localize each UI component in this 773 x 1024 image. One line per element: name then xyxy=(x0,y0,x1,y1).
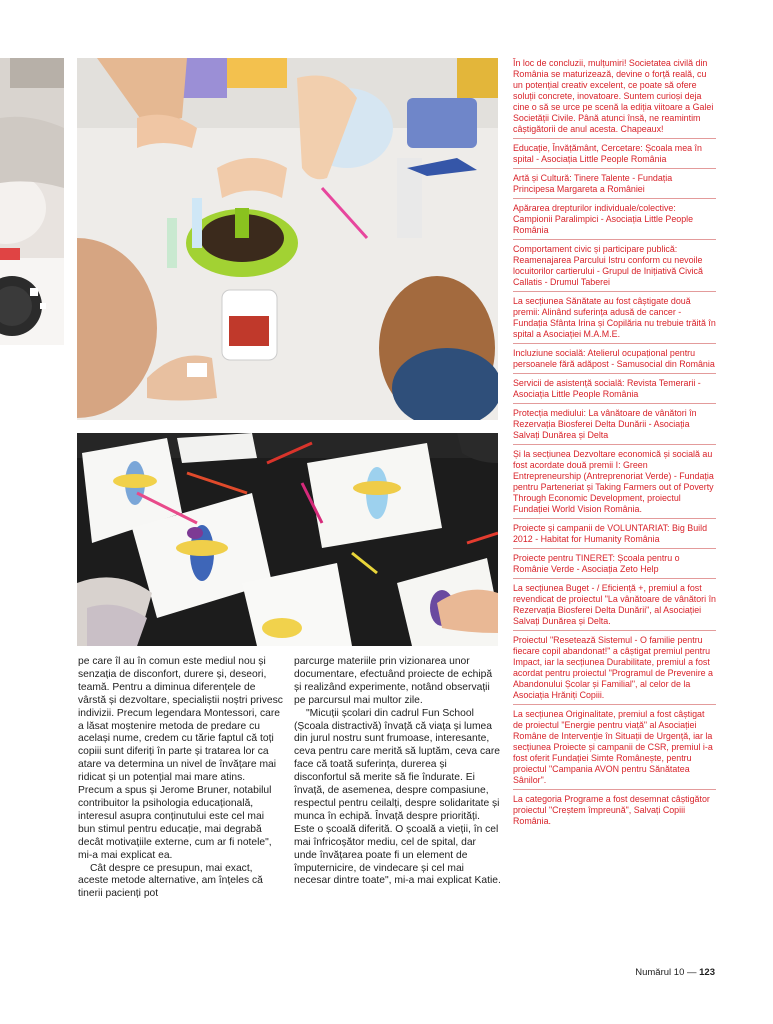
sidebar-item: La secțiunea Sănătate au fost câștigate două premii: Alinând suferința adusă de cancer - Fundația Sfânta Irina și Copilăria nu trebuie trăită în spital a Asociației M.A.M.E. xyxy=(513,296,716,344)
body-paragraph: pe care îl au în comun este mediul nou și senzația de disconfort, durere și, deseori, teamă. Pentru a diminua diferențele de vârstă și dezvoltare, specialiștii noștri privesc indivizii. Precum legendara Montessori, care a lăsat moștenire metoda de predare cu același nume, credem cu tărie faptul că toți copiii sunt diferiți în parte și tratarea lor ca atare va determina un nivel de învățare mai ridicat și un potențial mai mare atins. Precum a spus și Jerome Bruner, notabilul contribuitor la psihologia educațională, interesul asupra conținutului este cel mai bun stimul pentru educație, mai degrabă decât motivațiile externe, cum ar fi notele", mi-a mai explicat ea. xyxy=(78,656,283,861)
sidebar-item: La categoria Programe a fost desemnat câștigător proiectul "Creștem împreună", Salvați Copiii România. xyxy=(513,794,710,826)
body-paragraph: "Micuții școlari din cadrul Fun School (Școala distractivă) învață că viața și lumea din jurul nostru sunt frumoase, interesante, ceva pentru care merită să luptăm, ceva care face că toată suferința, durerea și disconfortul să merite să fie îndurate. Ei învață, de asemenea, despre compasiune, respectul pentru ceilalți, despre solidaritate și munca în echipă. Învață despre priorități. Este o școală diferită. O școală a vieții, în cel mai înfricoșător mediu, cel de spital, dar unde învățarea poate fi un element de împuternicire, de vindecare și cel mai necesar dintre toate", mi-a mai explicat Katie. xyxy=(294,707,501,887)
sidebar-item: Comportament civic și participare publică: Reamenajarea Parcului Istru conform cu nevoile locuitorilor cartierului - Grupul de Inițiativă Civică Callatis - Drumul Taberei xyxy=(513,244,716,292)
issue-number: Numărul 10 xyxy=(635,967,685,978)
footer-separator: — xyxy=(687,967,697,978)
sidebar-item: Servicii de asistență socială: Revista Temerarii - Asociația Little People România xyxy=(513,378,716,404)
winners-sidebar xyxy=(513,58,716,834)
body-column-1 xyxy=(78,656,283,901)
sidebar-item: Și la secțiunea Dezvoltare economică și socială au fost acordate două premii I: Green Entrepreneurship (Antreprenoriat Verde) - Fundația pentru Parteneriat și Taking Farmers out of Poverty Through Economic Development, proiectul Fundației World Vision România. xyxy=(513,449,716,519)
body-column-2 xyxy=(294,656,501,888)
sidebar-item: La secțiunea Buget - / Eficiență +, premiul a fost revendicat de proiectul "La vânătoare de vânători în Rezervația Biosferei Delta Dunării", al Asociației Salvați Dunărea și Delta. xyxy=(513,583,716,631)
sidebar-item: La secțiunea Originalitate, premiul a fost câștigat de proiectul "Energie pentru viață" al Asociației Române de Intervenție în Situații de Urgență, iar la secțiunea Proiecte și campanii de CSR, premiul i-a fost oferit Fundației Simte Românește, pentru proiectul "Campania AVON pentru Sănătatea Sânilor". xyxy=(513,709,716,790)
sidebar-item: Educație, Învățământ, Cercetare: Școala mea în spital - Asociația Little People România xyxy=(513,143,716,169)
page-footer xyxy=(635,967,715,978)
sidebar-intro: În loc de concluzii, mulțumiri! Societatea civilă din România se maturizează, devine o forță reală, cu un potențial creativ excelent, ce poate să ofere soluții concrete, inovatoare. Suntem curioși deja cine o să se urce pe scenă la ediția viitoare a Galei Societății Civile. Până atunci însă, ne reamintim câștigătorii de anul acesta. Chapeaux! xyxy=(513,58,716,139)
sidebar-item: Artă și Cultură: Tinere Talente - Fundația Principesa Margareta a României xyxy=(513,173,716,199)
sidebar-item: Proiecte pentru TINERET: Școala pentru o Românie Verde - Asociația Zeto Help xyxy=(513,553,716,579)
page-number: 123 xyxy=(699,967,715,978)
photo-left-crop xyxy=(0,58,64,345)
sidebar-item: Apărarea drepturilor individuale/colective: Campionii Paralimpici - Asociația Little People România xyxy=(513,203,716,240)
sidebar-item: Proiecte și campanii de VOLUNTARIAT: Big Build 2012 - Habitat for Humanity România xyxy=(513,523,716,549)
body-paragraph: Cât despre ce presupun, mai exact, aceste metode alternative, am înțeles că tinerii pacienți pot xyxy=(78,862,263,900)
body-paragraph: parcurge materiile prin vizionarea unor documentare, efectuând proiecte de echipă și realizând experimente, notând observații pe parcursul mai multor zile. xyxy=(294,656,493,706)
sidebar-item: Protecția mediului: La vânătoare de vânători în Rezervația Biosferei Delta Dunării - Asociația Salvați Dunărea și Delta xyxy=(513,408,716,445)
sidebar-item: Incluziune socială: Atelierul ocupațional pentru persoanele fără adăpost - Samusocial din România xyxy=(513,348,716,374)
photo-children-drawings xyxy=(77,433,498,646)
photo-children-planting xyxy=(77,58,498,420)
sidebar-item: Proiectul "Resetează Sistemul - O familie pentru fiecare copil abandonat!" a câștigat premiul pentru Impact, iar la secțiunea Durabilitate, premiul a fost acordat pentru proiectul "Programul de Prevenire a Abandonului Școlar și Familial", al celor de la Asociația Hrăniți Copiii. xyxy=(513,635,716,705)
